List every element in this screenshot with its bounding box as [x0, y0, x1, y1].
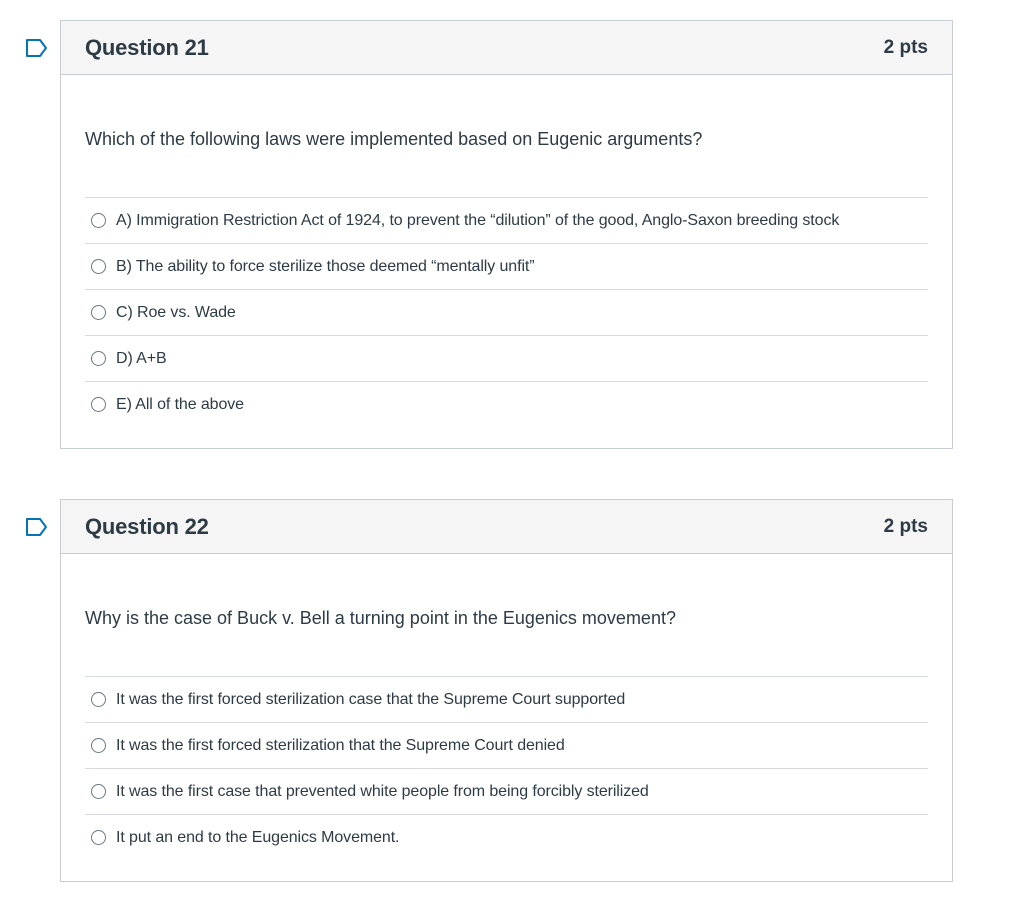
question-body [61, 554, 952, 860]
answer-label[interactable]: It was the first case that prevented white people from being forcibly sterilized [116, 782, 649, 800]
radio-button[interactable] [91, 784, 106, 799]
answer-label[interactable]: B) The ability to force sterilize those deemed “mentally unfit” [116, 257, 535, 275]
answer-label[interactable]: C) Roe vs. Wade [116, 303, 236, 321]
question-title: Question 22 [85, 513, 209, 539]
question-prompt: Which of the following laws were implemented based on Eugenic arguments? [85, 129, 703, 149]
question-points: 2 pts [883, 36, 928, 58]
radio-button[interactable] [91, 213, 106, 228]
answer-option[interactable] [85, 336, 928, 382]
question-points: 2 pts [883, 515, 928, 537]
radio-button[interactable] [91, 692, 106, 707]
radio-button[interactable] [91, 830, 106, 845]
answer-label[interactable]: D) A+B [116, 349, 167, 367]
question-header [61, 500, 952, 554]
radio-button[interactable] [91, 259, 106, 274]
question-title: Question 21 [85, 34, 209, 60]
flag-question-icon[interactable] [25, 38, 49, 58]
answer-label[interactable]: E) All of the above [116, 395, 244, 413]
answer-option[interactable] [85, 723, 928, 769]
radio-button[interactable] [91, 397, 106, 412]
answer-option[interactable] [85, 290, 928, 336]
answer-option[interactable] [85, 244, 928, 290]
radio-button[interactable] [91, 351, 106, 366]
answer-option[interactable] [85, 769, 928, 815]
question-21 [60, 20, 953, 449]
question-header [61, 21, 952, 75]
question-22 [60, 499, 953, 882]
radio-button[interactable] [91, 305, 106, 320]
answer-label[interactable]: A) Immigration Restriction Act of 1924, to prevent the “dilution” of the good, Anglo-Saxon breeding stock [116, 211, 840, 229]
question-prompt: Why is the case of Buck v. Bell a turning point in the Eugenics movement? [85, 608, 676, 628]
answer-label[interactable]: It was the first forced sterilization case that the Supreme Court supported [116, 690, 626, 708]
answer-option[interactable] [85, 382, 928, 427]
answer-list [85, 676, 928, 860]
answer-option[interactable] [85, 815, 928, 860]
answer-label[interactable]: It was the first forced sterilization that the Supreme Court denied [116, 736, 565, 754]
radio-button[interactable] [91, 738, 106, 753]
answer-option[interactable] [85, 677, 928, 723]
answer-option[interactable] [85, 198, 928, 244]
flag-question-icon[interactable] [25, 517, 49, 537]
answer-label[interactable]: It put an end to the Eugenics Movement. [116, 828, 400, 846]
answer-list [85, 197, 928, 427]
question-body [61, 75, 952, 427]
